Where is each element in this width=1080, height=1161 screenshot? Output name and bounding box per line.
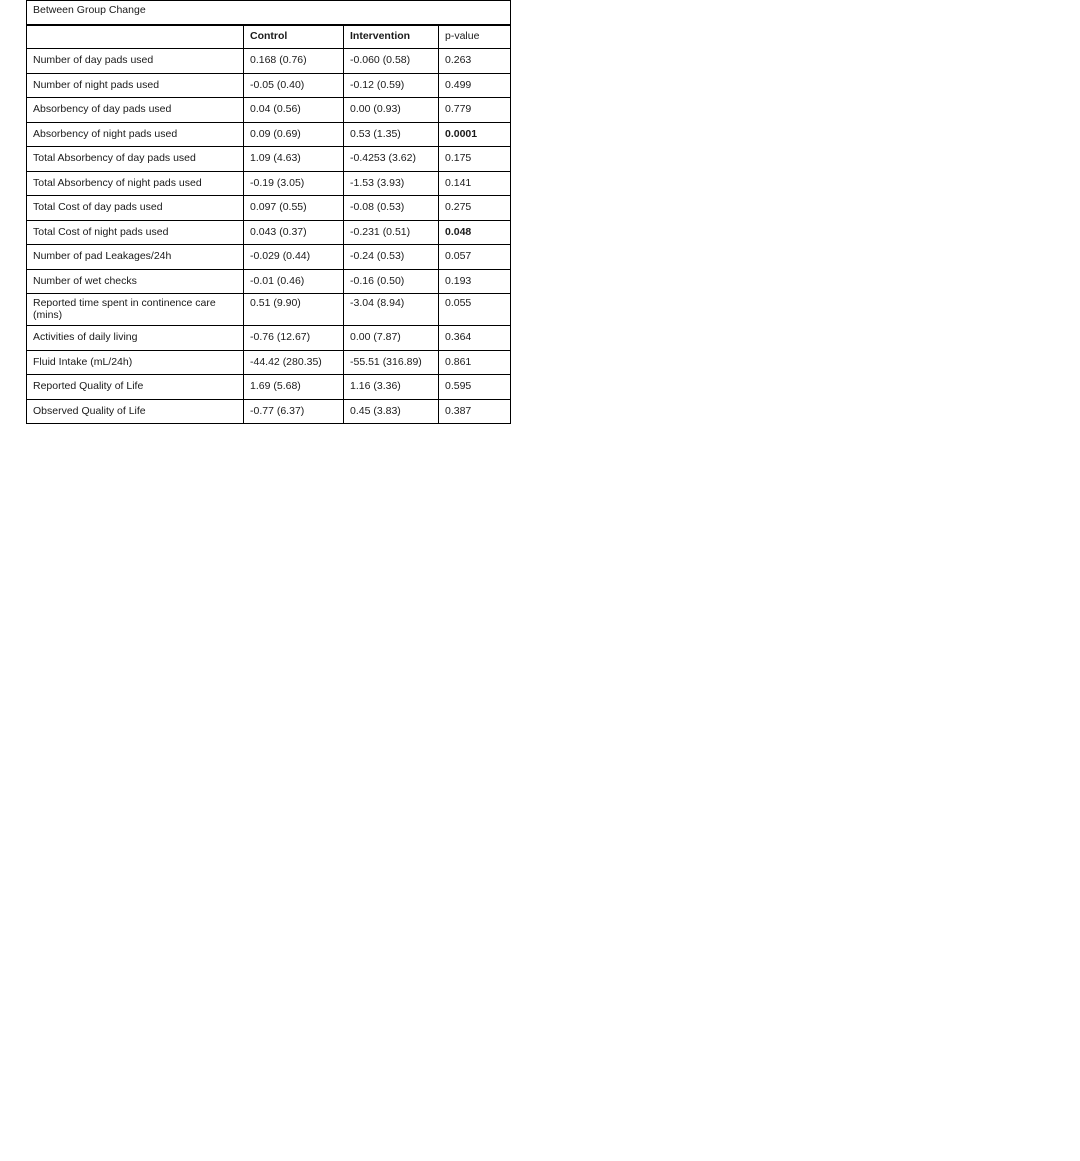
row-label-cell: Total Absorbency of night pads used: [27, 171, 244, 196]
table-title: Between Group Change: [27, 1, 511, 25]
row-p-value-cell: 0.175: [439, 147, 511, 172]
table-row: [27, 171, 511, 196]
row-intervention-cell: 0.00 (0.93): [344, 98, 439, 123]
row-p-value-cell: 0.779: [439, 98, 511, 123]
row-intervention-cell: 1.16 (3.36): [344, 375, 439, 400]
row-p-value-cell: 0.055: [439, 294, 511, 326]
header-p-value: p-value: [439, 25, 511, 49]
row-intervention-cell: -0.4253 (3.62): [344, 147, 439, 172]
row-intervention-cell: -0.231 (0.51): [344, 220, 439, 245]
row-label-cell: Total Cost of day pads used: [27, 196, 244, 221]
table-row: [27, 375, 511, 400]
table-row: [27, 147, 511, 172]
table-title-row: [27, 1, 511, 25]
row-intervention-cell: -0.08 (0.53): [344, 196, 439, 221]
row-p-value-cell: 0.263: [439, 49, 511, 74]
row-label-cell: Fluid Intake (mL/24h): [27, 350, 244, 375]
row-control-cell: 1.09 (4.63): [244, 147, 344, 172]
table-row: [27, 269, 511, 294]
row-intervention-cell: 0.53 (1.35): [344, 122, 439, 147]
table-row: [27, 220, 511, 245]
row-label-cell: Total Absorbency of day pads used: [27, 147, 244, 172]
row-p-value-cell: 0.387: [439, 399, 511, 424]
row-control-cell: -0.029 (0.44): [244, 245, 344, 270]
row-control-cell: 1.69 (5.68): [244, 375, 344, 400]
row-intervention-cell: 0.00 (7.87): [344, 326, 439, 351]
table-row: [27, 245, 511, 270]
header-control: Control: [244, 25, 344, 49]
table-row: [27, 326, 511, 351]
row-p-value-cell: 0.595: [439, 375, 511, 400]
row-label-cell: Number of pad Leakages/24h: [27, 245, 244, 270]
row-p-value-cell: 0.193: [439, 269, 511, 294]
table-row: [27, 399, 511, 424]
row-label-cell: Total Cost of night pads used: [27, 220, 244, 245]
row-label-cell: Number of day pads used: [27, 49, 244, 74]
row-intervention-cell: -0.12 (0.59): [344, 73, 439, 98]
row-p-value-cell: 0.141: [439, 171, 511, 196]
row-control-cell: 0.168 (0.76): [244, 49, 344, 74]
row-p-value-cell: 0.499: [439, 73, 511, 98]
row-control-cell: -0.05 (0.40): [244, 73, 344, 98]
row-control-cell: 0.097 (0.55): [244, 196, 344, 221]
between-group-change-table: [26, 0, 511, 424]
table-row: [27, 49, 511, 74]
row-p-value-cell: 0.364: [439, 326, 511, 351]
row-p-value-cell: 0.048: [439, 220, 511, 245]
row-p-value-cell: 0.057: [439, 245, 511, 270]
table-row: [27, 350, 511, 375]
row-control-cell: -0.76 (12.67): [244, 326, 344, 351]
row-p-value-cell: 0.861: [439, 350, 511, 375]
table-row: [27, 294, 511, 326]
row-label-cell: Absorbency of day pads used: [27, 98, 244, 123]
row-control-cell: -44.42 (280.35): [244, 350, 344, 375]
row-label-cell: Absorbency of night pads used: [27, 122, 244, 147]
row-intervention-cell: 0.45 (3.83): [344, 399, 439, 424]
row-intervention-cell: -55.51 (316.89): [344, 350, 439, 375]
table-header-row: [27, 25, 511, 49]
row-control-cell: -0.01 (0.46): [244, 269, 344, 294]
row-control-cell: 0.09 (0.69): [244, 122, 344, 147]
row-label-cell: Observed Quality of Life: [27, 399, 244, 424]
row-intervention-cell: -0.060 (0.58): [344, 49, 439, 74]
table-row: [27, 122, 511, 147]
row-control-cell: 0.04 (0.56): [244, 98, 344, 123]
row-p-value-cell: 0.0001: [439, 122, 511, 147]
table-row: [27, 73, 511, 98]
header-intervention: Intervention: [344, 25, 439, 49]
row-intervention-cell: -0.24 (0.53): [344, 245, 439, 270]
row-control-cell: 0.043 (0.37): [244, 220, 344, 245]
table-row: [27, 196, 511, 221]
row-intervention-cell: -0.16 (0.50): [344, 269, 439, 294]
row-intervention-cell: -3.04 (8.94): [344, 294, 439, 326]
header-label-cell: [27, 25, 244, 49]
row-control-cell: 0.51 (9.90): [244, 294, 344, 326]
table-row: [27, 98, 511, 123]
row-label-cell: Number of wet checks: [27, 269, 244, 294]
row-intervention-cell: -1.53 (3.93): [344, 171, 439, 196]
row-label-cell: Reported time spent in continence care (mins): [27, 294, 244, 326]
row-label-cell: Number of night pads used: [27, 73, 244, 98]
row-label-cell: Reported Quality of Life: [27, 375, 244, 400]
table-body: [27, 1, 511, 424]
row-p-value-cell: 0.275: [439, 196, 511, 221]
row-label-cell: Activities of daily living: [27, 326, 244, 351]
row-control-cell: -0.77 (6.37): [244, 399, 344, 424]
row-control-cell: -0.19 (3.05): [244, 171, 344, 196]
